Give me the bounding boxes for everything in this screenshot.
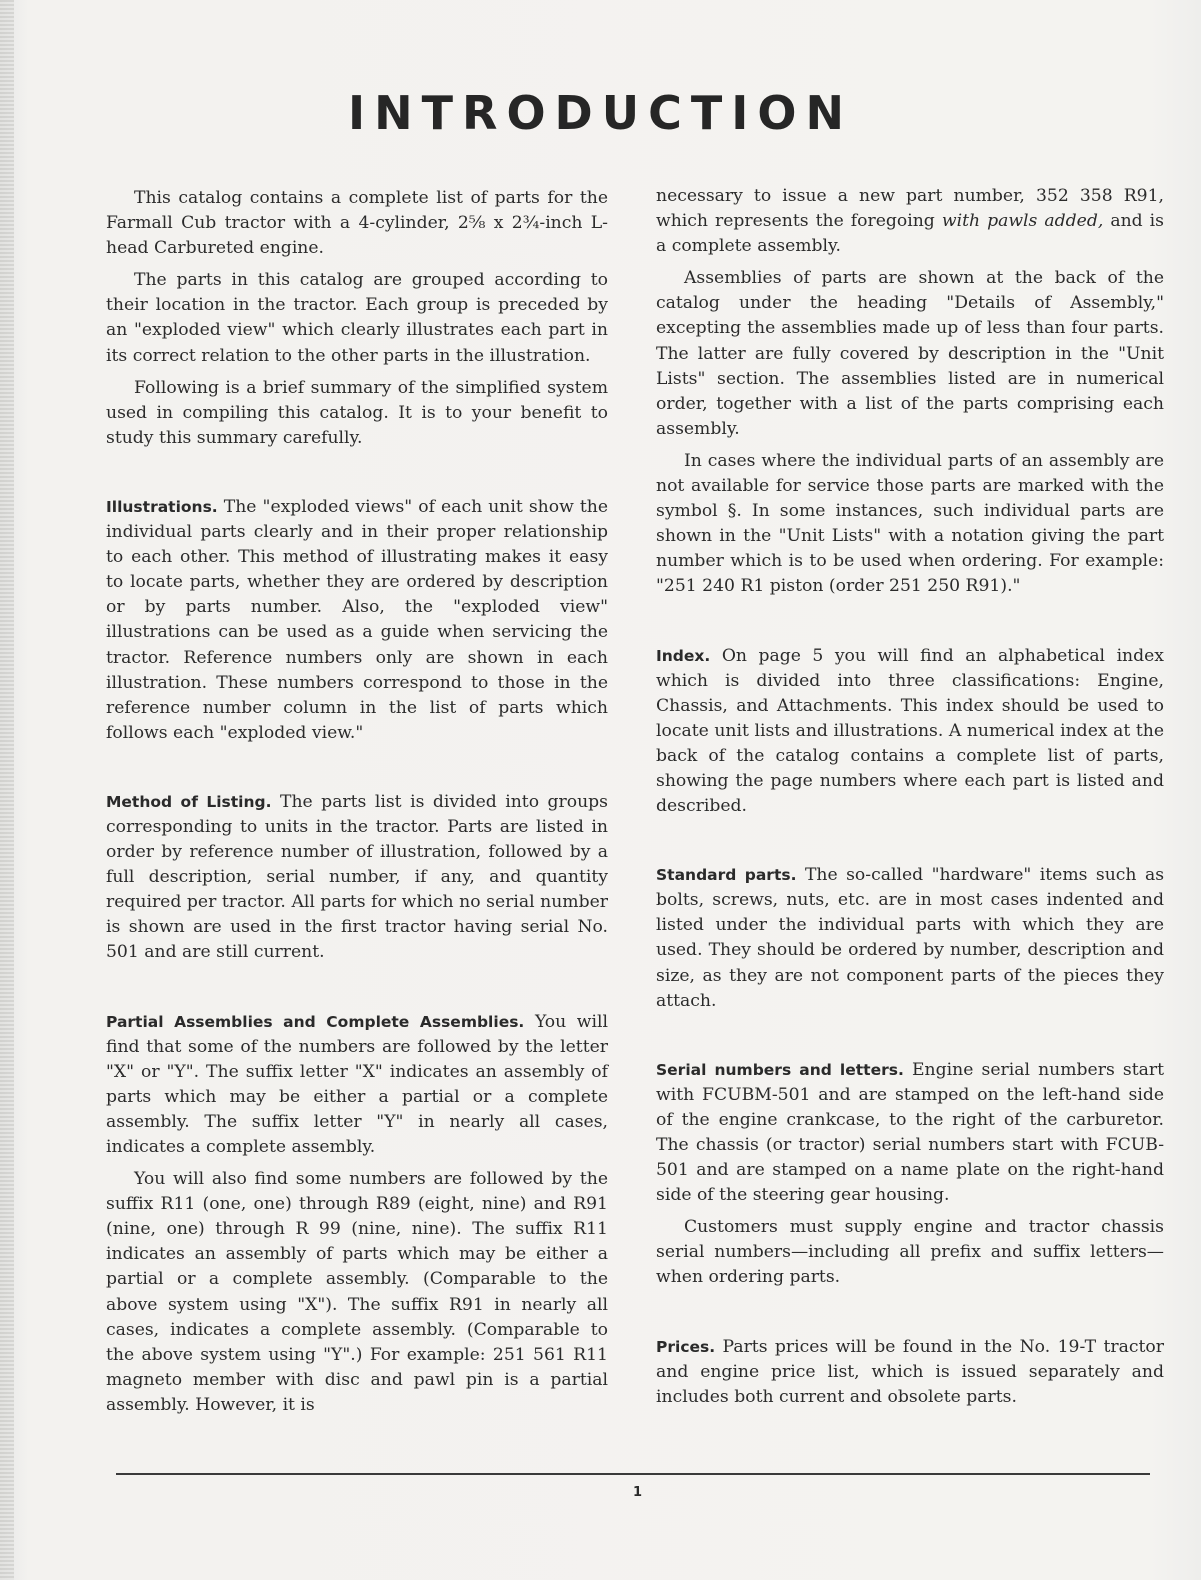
text-standard-parts: The so-called "hardware" items such as bolts, screws, nuts, etc. are in most cases indented and listed under the individual parts with which they are used. They should be ordered by number, description and size, as they are not component parts of the pieces they attach. [656, 865, 1165, 1011]
paragraph-customers: Customers must supply engine and tractor chassis serial numbers—including all prefix and suffix letters—when ordering parts. [656, 1217, 1164, 1288]
section-method-of-listing [106, 790, 608, 966]
text-serial-numbers: Engine serial numbers start with FCUBM-501 and are stamped on the left-hand side of the engine crankcase, to the right of the carburetor. The chassis (or tractor) serial numbers start with FCUB-501 and are stamped on a name plate on the right-hand side of the steering gear housing. [656, 1059, 1165, 1206]
section-serial-numbers [656, 1058, 1164, 1209]
text-illustrations: The "exploded views" of each unit show the individual parts clearly and in their proper relationship to each other. This method of illustrating makes it easy to locate parts, whether they are ordered by description or by parts number. Also, the "exploded view" illustrations can be used as a guide when servicing the tractor. Reference numbers only are shown in each illustration. These numbers correspond to those in the reference number column in the list of parts which follows each "exploded view." [106, 496, 608, 743]
heading-serial-numbers: Serial numbers and letters. [656, 1060, 904, 1079]
text-index: On page 5 you will find an alphabetical index which is divided into three classifications: Engine, Chassis, and Attachments. This index should be used to locate unit lists and illustrations. A numerical index at the back of the catalog contains a complete list of parts, showing the page numbers where each part is listed and described. [656, 645, 1164, 817]
heading-partial-assemblies: Partial Assemblies and Complete Assemblies. [106, 1012, 525, 1031]
paragraph-assemblies: Assemblies of parts are shown at the back of the catalog under the heading "Details of Assembly," excepting the assemblies made up of less than four parts. The latter are fully covered by description in the "Unit Lists" section. The assemblies listed are in numerical order, together with a list of the parts comprising each assembly. [656, 268, 1164, 439]
page-title: INTRODUCTION [348, 86, 853, 140]
heading-illustrations: Illustrations. [106, 497, 218, 516]
left-column [106, 186, 608, 1425]
heading-method-of-listing: Method of Listing. [106, 792, 272, 811]
heading-index: Index. [656, 646, 711, 665]
paragraph-continuation [656, 184, 1164, 259]
page-number: 1 [632, 1485, 643, 1500]
binding-edge [0, 0, 14, 1580]
heading-standard-parts: Standard parts. [656, 866, 797, 885]
text-partial-assemblies: You will find that some of the numbers are followed by the letter "X" or "Y". The suffix letter "X" indicates an assembly of parts which may be either a partial or a complete assembly. The suffix letter "Y" in nearly all cases, indicates a complete assembly. [106, 1011, 609, 1157]
paragraph-catalog-contents: This catalog contains a complete list of parts for the Farmall Cub tractor with a 4-cylinder, 2⅝ x 2¾-inch L-head Carbureted engine. [106, 188, 608, 259]
paragraph-cases: In cases where the individual parts of an assembly are not available for service those parts are marked with the symbol §. In some instances, such individual parts are shown in the "Unit Lists" with a notation giving the part number which is to be used when ordering. For example: "251 240 R1 piston (order 251 250 R91)." [656, 450, 1164, 597]
section-index [656, 644, 1164, 820]
right-column [656, 184, 1164, 1417]
paragraph-grouping: The parts in this catalog are grouped according to their location in the tractor. Each group is preceded by an "exploded view" which clearly illustrates each part in its correct relation to the other parts in the illustration. [106, 270, 608, 366]
continuation-emphasis: with pawls added, [941, 211, 1104, 232]
section-illustrations [106, 495, 608, 746]
section-prices [656, 1335, 1164, 1410]
paragraph-summary: Following is a brief summary of the simplified system used in compiling this catalog. It is to your benefit to study this summary carefully. [106, 377, 608, 448]
text-method-of-listing: The parts list is divided into groups corresponding to units in the tractor. Parts are listed in order by reference number of illustration, followed by a full description, serial number, if any, and quantity required per tractor. All parts for which no serial number is shown are used in the first tractor having serial No. 501 and are still current. [106, 791, 608, 963]
section-standard-parts [656, 863, 1164, 1014]
footer-rule [116, 1473, 1150, 1475]
continuation-text-1: necessary to issue a new part number, 352 358 R91, which represents the foregoing [656, 186, 1164, 232]
continuation-text-2: and is a complete assembly. [656, 211, 1165, 257]
paragraph-suffix: You will also find some numbers are followed by the suffix R11 (one, one) through R89 (eight, nine) and R91 (nine, one) through R 99 (nine, nine). The suffix R11 indicates an assembly of parts which may be either a partial or a complete assembly. (Comparable to the above system using "X"). The suffix R91 in nearly all cases, indicates a complete assembly. (Comparable to the above system using "Y".) For example: 251 561 R11 magneto member with disc and pawl pin is a partial assembly. However, it is [106, 1169, 608, 1415]
section-partial-assemblies [106, 1010, 608, 1161]
heading-prices: Prices. [656, 1337, 716, 1356]
text-prices: Parts prices will be found in the No. 19-T tractor and engine price list, which is issued separately and includes both current and obsolete parts. [656, 1336, 1164, 1407]
